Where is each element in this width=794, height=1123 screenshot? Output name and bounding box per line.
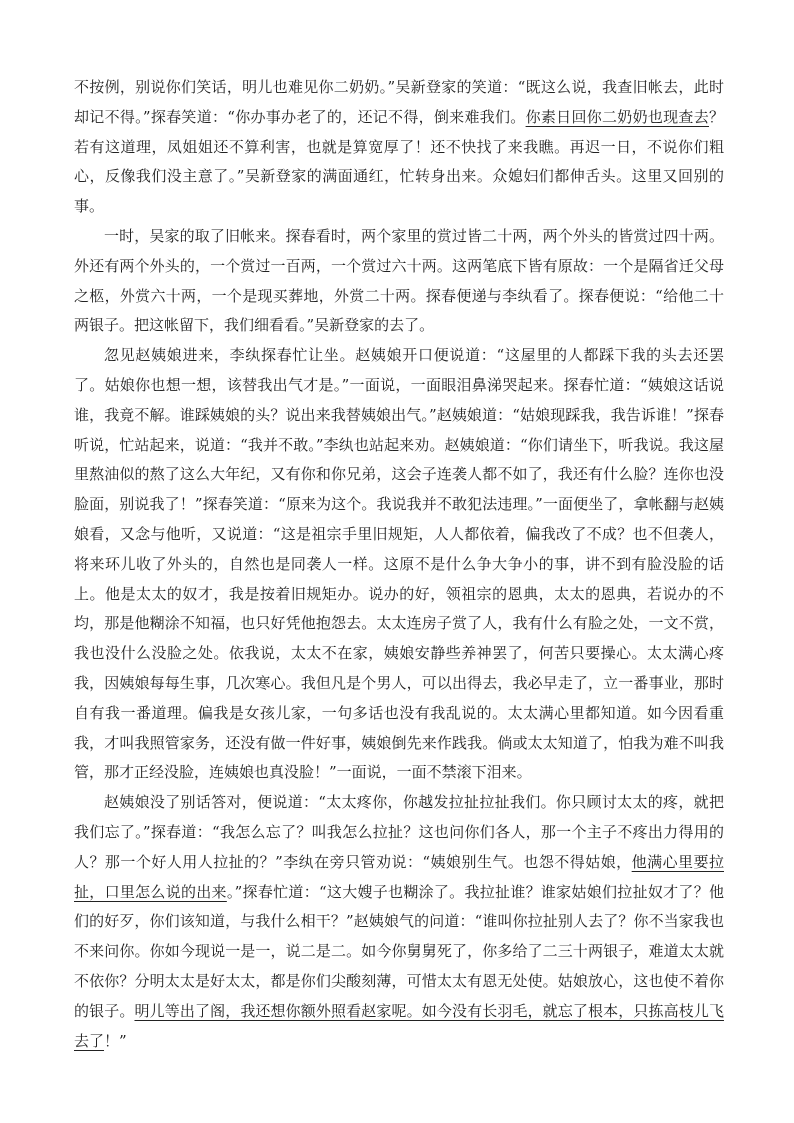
paragraph <box>74 341 724 788</box>
paragraph-text: 。”探春忙道：“这大嫂子也糊涂了。我拉扯谁？谁家姑娘们拉扯奴才了？他们的好歹，你们该知道，与我什么相干？”赵姨娘气的问道：“谁叫你拉扯别人去了？你不当家我也不来问你。你如今现说一是一，说二是二。如今你舅舅死了，你多给了二三十两银子，难道太太就不依你？分明太太是好太太，都是你们尖酸刻薄，可惜太太有恩无处使。姑娘放心，这也使不着你的银子。 <box>74 882 724 1020</box>
paragraph <box>74 222 724 341</box>
paragraph-text: 一时，吴家的取了旧帐来。探春看时，两个家里的赏过皆二十两，两个外头的皆赏过四十两。外还有两个外头的，一个赏过一百两，一个赏过六十两。这两笔底下皆有原故：一个是隔省迁父母之柩，外赏六十两，一个是现买葬地，外赏二十两。探春便递与李纨看了。探春便说：“给他二十两银子。把这帐留下，我们细看看。”吴新登家的去了。 <box>74 226 724 335</box>
paragraph-text: 赵姨娘没了别话答对，便说道：“太太疼你，你越发拉扯拉扯我们。你只顾讨太太的疼，就把我们忘了。”探春道：“我怎么忘了？叫我怎么拉扯？这也问你们各人，那一个主子不疼出力得用的人？那一个好人用人拉扯的？”李纨在旁只管劝说：“姨娘别生气。也怨不得姑娘， <box>74 793 724 871</box>
underlined-text: 他满心里要拉扯，口里怎么说的出来 <box>74 852 724 901</box>
document-body <box>74 73 724 1056</box>
paragraph-text: ！” <box>104 1031 127 1050</box>
paragraph <box>74 73 724 222</box>
paragraph <box>74 788 724 1056</box>
paragraph-text: ？若有这道理，凤姐姐还不算利害，也就是算宽厚了！还不快找了来我瞧。再迟一日，不说你们粗心，反像我们没主意了。”吴新登家的满面通红，忙转身出来。众媳妇们都伸舌头。这里又回别的事。 <box>74 107 724 216</box>
paragraph-text: 忽见赵姨娘进来，李纨探春忙让坐。赵姨娘开口便说道：“这屋里的人都踩下我的头去还罢了。姑娘你也想一想，该替我出气才是。”一面说，一面眼泪鼻涕哭起来。探春忙道：“姨娘这话说谁，我竟不解。谁踩姨娘的头？说出来我替姨娘出气。”赵姨娘道：“姑娘现踩我，我告诉谁！”探春听说，忙站起来，说道：“我并不敢。”李纨也站起来劝。赵姨娘道：“你们请坐下，听我说。我这屋里熬油似的熬了这么大年纪，又有你和你兄弟，这会子连袭人都不如了，我还有什么脸？连你也没脸面，别说我了！”探春笑道：“原来为这个。我说我并不敢犯法违理。”一面便坐了，拿帐翻与赵姨娘看，又念与他听，又说道：“这是祖宗手里旧规矩，人人都依着，偏我改了不成？也不但袭人，将来环儿收了外头的，自然也是同袭人一样。这原不是什么争大争小的事，讲不到有脸没脸的话上。他是太太的奴才，我是按着旧规矩办。说办的好，领祖宗的恩典，太太的恩典，若说办的不均，那是他糊涂不知福，也只好凭他抱怨去。太太连房子赏了人，我有什么有脸之处，一文不赏，我也没什么没脸之处。依我说，太太不在家，姨娘安静些养神罢了，何苦只要操心。太太满心疼我，因姨娘每每生事，几次寒心。我但凡是个男人，可以出得去，我必早走了，立一番事业，那时自有我一番道理。偏我是女孩儿家，一句多话也没有我乱说的。太太满心里都知道。如今因看重我，才叫我照管家务，还没有做一件好事，姨娘倒先来作践我。倘或太太知道了，怕我为难不叫我管，那才正经没脸，连姨娘也真没脸！”一面说，一面不禁滚下泪来。 <box>74 346 724 782</box>
underlined-text: 你素日回你二奶奶也现查去 <box>525 107 709 126</box>
underlined-text: 明儿等出了阁，我还想你额外照看赵家呢。如今没有长羽毛，就忘了根本，只拣高枝儿飞去了 <box>74 1001 724 1050</box>
paragraph-text: 不按例，别说你们笑话，明儿也难见你二奶奶。”吴新登家的笑道：“既这么说，我查旧帐去，此时却记不得。”探春笑道：“你办事办老了的，还记不得，倒来难我们。 <box>74 78 724 126</box>
